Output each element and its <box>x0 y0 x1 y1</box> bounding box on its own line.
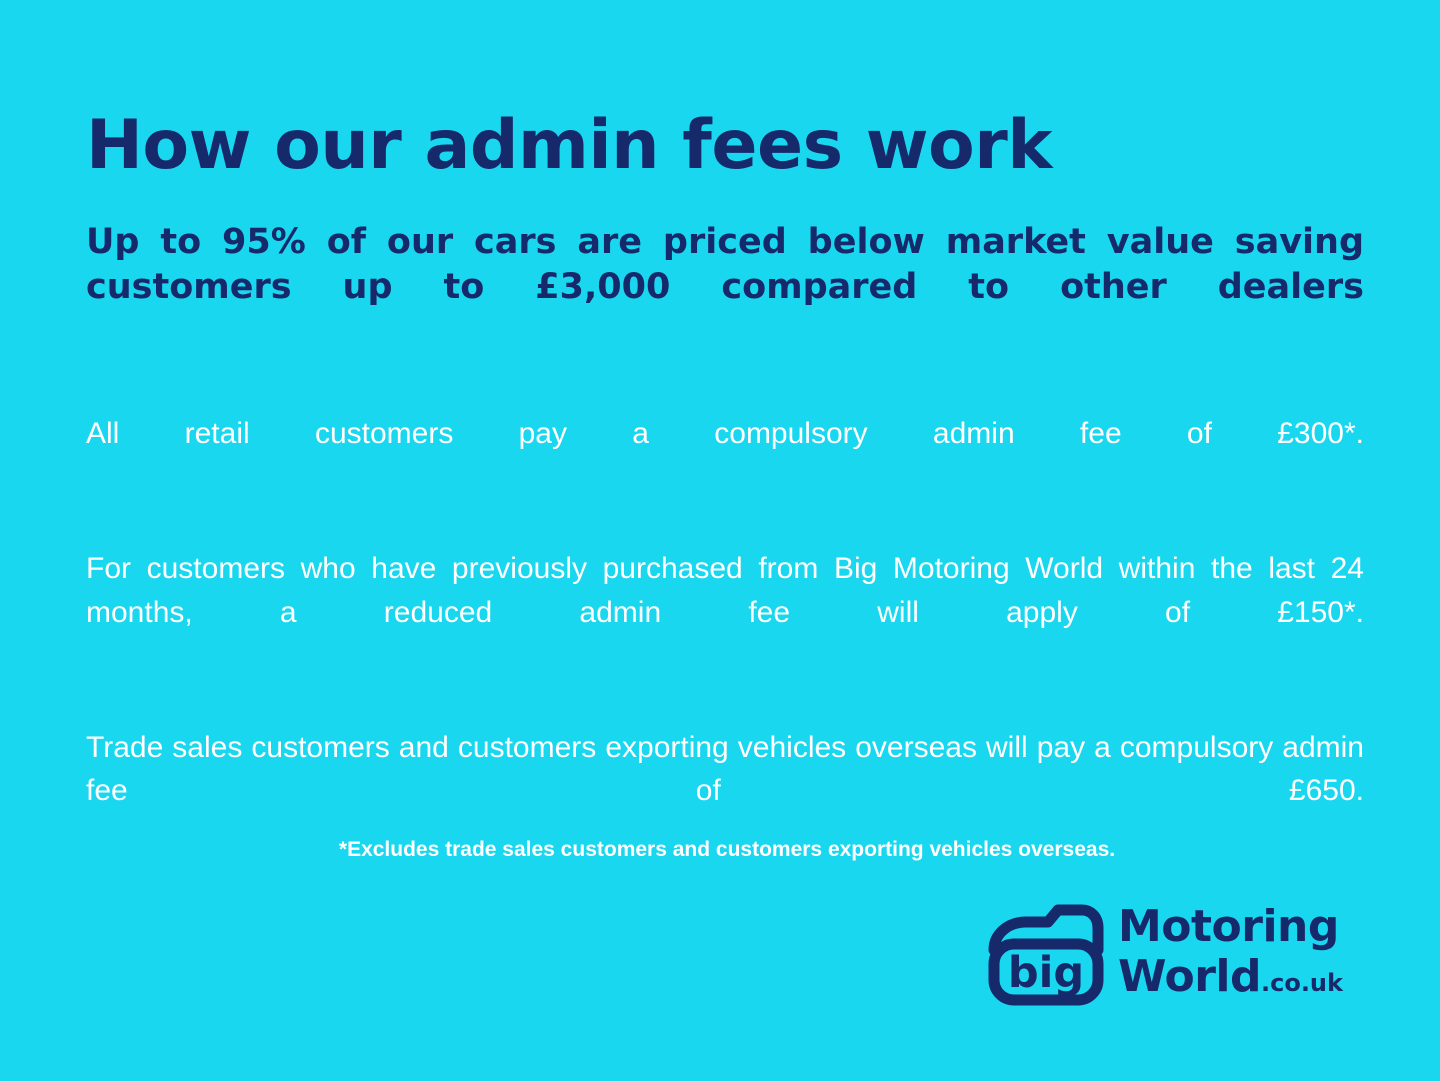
footnote-text: *Excludes trade sales customers and customers exporting vehicles overseas. <box>338 838 1116 861</box>
page-title: How our admin fees work <box>86 106 1053 185</box>
subheading: Up to 95% of our cars are priced below market value saving customers up to £3,000 compared to other dealers <box>86 222 1364 307</box>
brand-tld: .co.uk <box>1260 968 1343 997</box>
slide-content <box>86 0 1368 856</box>
body-paragraph-2: For customers who have previously purchased from Big Motoring World within the last 24 months, a reduced admin fee will apply of £150*. <box>86 552 1364 629</box>
brand-wordmark <box>1118 902 1343 1001</box>
body-paragraph-1: All retail customers pay a compulsory admin fee of £300*. <box>86 417 1364 451</box>
body-paragraph-3: Trade sales customers and customers exporting vehicles overseas will pay a compulsory admin fee of £650. <box>86 730 1364 808</box>
svg-text:big: big <box>1007 948 1085 998</box>
big-logo-mark-icon <box>986 904 1110 1013</box>
brand-word-world: World <box>1118 950 1261 1002</box>
brand-word-motoring: Motoring <box>1118 901 1339 952</box>
brand-logo <box>986 898 1368 1016</box>
